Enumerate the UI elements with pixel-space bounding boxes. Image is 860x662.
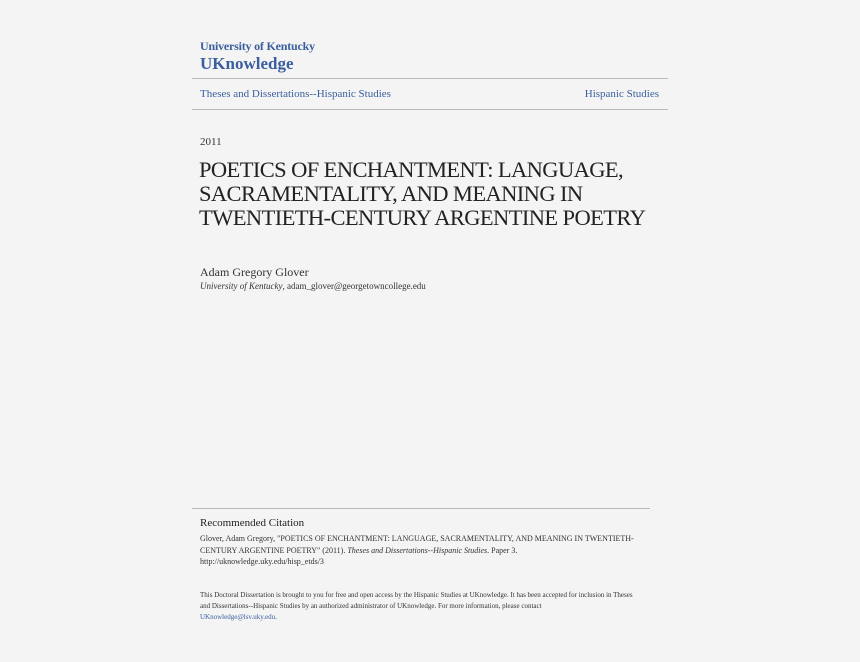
breadcrumb-nav (200, 88, 659, 100)
publication-year: 2011 (200, 136, 222, 148)
citation-part2: . Paper 3. (487, 545, 518, 555)
university-name: University of Kentucky (200, 39, 315, 53)
department-link[interactable]: Hispanic Studies (584, 88, 659, 100)
nav-divider (192, 109, 668, 110)
author-affiliation (200, 281, 426, 291)
citation-url[interactable]: http://uknowledge.uky.edu/hisp_etds/3 (200, 557, 324, 566)
citation-text (200, 533, 640, 568)
notice-end: . (275, 613, 277, 621)
top-divider (192, 78, 668, 79)
uknowledge-logo[interactable] (200, 40, 315, 72)
citation-series: Theses and Dissertations--Hispanic Studies (347, 545, 488, 555)
citation-divider (192, 508, 650, 509)
collection-link[interactable]: Theses and Dissertations--Hispanic Studies (200, 88, 391, 100)
citation-heading: Recommended Citation (200, 517, 305, 529)
contact-email-link[interactable]: UKnowledge@lsv.uky.edu (200, 613, 276, 621)
notice-text: This Doctoral Dissertation is brought to you for free and open access by the Hispanic Studies at UKnowledge. It has been accepted for inclusion in Theses and Dissertations--Hispanic Studies by an authorized administrator of UKnowledge. For more information, please contact (200, 591, 633, 610)
citation-part1: Glover, Adam Gregory, "POETICS OF ENCHANTMENT: LANGUAGE, SACRAMENTALITY, AND MEANING IN TWENTIETH-CENTURY ARGENTINE POETRY" (2011). (200, 534, 634, 555)
access-notice (200, 590, 640, 623)
affiliation-institution: University of Kentucky (200, 281, 283, 291)
author-name: Adam Gregory Glover (200, 265, 309, 279)
document-title: POETICS OF ENCHANTMENT: LANGUAGE, SACRAMENTALITY, AND MEANING IN TWENTIETH-CENTURY ARGENTINE POETRY (199, 157, 646, 230)
repository-name: UKnowledge (200, 54, 294, 73)
affiliation-email: , adam_glover@georgetowncollege.edu (282, 281, 426, 291)
